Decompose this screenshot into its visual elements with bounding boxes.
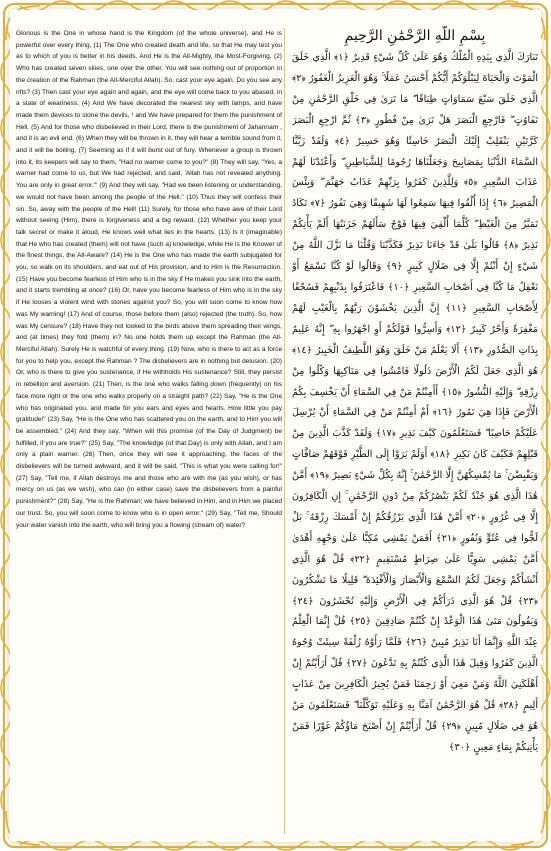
page [10,10,541,841]
arabic-text: تَبَارَكَ الَّذِي بِيَدِهِ الْمُلْكُ وَهُوَ عَلَىٰ كُلِّ شَيْءٍ قَدِيرٌ ﴿١﴾ الَّذِي خَلَقَ الْمَوْتَ وَالْحَيَاةَ لِيَبْلُوَكُمْ أَيُّكُمْ أَحْسَنُ عَمَلًا ۚ وَهُوَ الْعَزِيزُ الْغَفُورُ ﴿٢﴾ الَّذِي خَلَقَ سَبْعَ سَمَاوَاتٍ طِبَاقًا ۖ مَا تَرَىٰ فِي خَلْقِ الرَّحْمَٰنِ مِنْ تَفَاوُتٍ ۖ فَارْجِعِ الْبَصَرَ هَلْ تَرَىٰ مِنْ فُطُورٍ ﴿٣﴾ ثُمَّ ارْجِعِ الْبَصَرَ كَرَّتَيْنِ يَنْقَلِبْ إِلَيْكَ الْبَصَرُ خَاسِئًا وَهُوَ حَسِيرٌ ﴿٤﴾ وَلَقَدْ زَيَّنَّا السَّمَاءَ الدُّنْيَا بِمَصَابِيحَ وَجَعَلْنَاهَا رُجُومًا لِلشَّيَاطِينِ ۖ وَأَعْتَدْنَا لَهُمْ عَذَابَ السَّعِيرِ ﴿٥﴾ وَلِلَّذِينَ كَفَرُوا بِرَبِّهِمْ عَذَابُ جَهَنَّمَ ۖ وَبِئْسَ الْمَصِيرُ ﴿٦﴾ إِذَا أُلْقُوا فِيهَا سَمِعُوا لَهَا شَهِيقًا وَهِيَ تَفُورُ ﴿٧﴾ تَكَادُ تَمَيَّزُ مِنَ الْغَيْظِ ۖ كُلَّمَا أُلْقِيَ فِيهَا فَوْجٌ سَأَلَهُمْ خَزَنَتُهَا أَلَمْ يَأْتِكُمْ نَذِيرٌ ﴿٨﴾ قَالُوا بَلَىٰ قَدْ جَاءَنَا نَذِيرٌ فَكَذَّبْنَا وَقُلْنَا مَا نَزَّلَ اللَّهُ مِنْ شَيْءٍ إِنْ أَنْتُمْ إِلَّا فِي ضَلَالٍ كَبِيرٍ ﴿٩﴾ وَقَالُوا لَوْ كُنَّا نَسْمَعُ أَوْ نَعْقِلُ مَا كُنَّا فِي أَصْحَابِ السَّعِيرِ ﴿١٠﴾ فَاعْتَرَفُوا بِذَنْبِهِمْ فَسُحْقًا لِأَصْحَابِ السَّعِيرِ ﴿١١﴾ إِنَّ الَّذِينَ يَخْشَوْنَ رَبَّهُمْ بِالْغَيْبِ لَهُمْ مَغْفِرَةٌ وَأَجْرٌ كَبِيرٌ ﴿١٢﴾ وَأَسِرُّوا قَوْلَكُمْ أَوِ اجْهَرُوا بِهِ ۖ إِنَّهُ عَلِيمٌ بِذَاتِ الصُّدُورِ ﴿١٣﴾ أَلَا يَعْلَمُ مَنْ خَلَقَ وَهُوَ اللَّطِيفُ الْخَبِيرُ ﴿١٤﴾ هُوَ الَّذِي جَعَلَ لَكُمُ الْأَرْضَ ذَلُولًا فَامْشُوا فِي مَنَاكِبِهَا وَكُلُوا مِنْ رِزْقِهِ ۖ وَإِلَيْهِ النُّشُورُ ﴿١٥﴾ أَأَمِنْتُمْ مَنْ فِي السَّمَاءِ أَنْ يَخْسِفَ بِكُمُ الْأَرْضَ فَإِذَا هِيَ تَمُورُ ﴿١٦﴾ أَمْ أَمِنْتُمْ مَنْ فِي السَّمَاءِ أَنْ يُرْسِلَ عَلَيْكُمْ حَاصِبًا ۖ فَسَتَعْلَمُونَ كَيْفَ نَذِيرِ ﴿١٧﴾ وَلَقَدْ كَذَّبَ الَّذِينَ مِنْ قَبْلِهِمْ فَكَيْفَ كَانَ نَكِيرِ ﴿١٨﴾ أَوَلَمْ يَرَوْا إِلَى الطَّيْرِ فَوْقَهُمْ صَافَّاتٍ وَيَقْبِضْنَ ۚ مَا يُمْسِكُهُنَّ إِلَّا الرَّحْمَٰنُ ۚ إِنَّهُ بِكُلِّ شَيْءٍ بَصِيرٌ ﴿١٩﴾ أَمَّنْ هَٰذَا الَّذِي هُوَ جُنْدٌ لَكُمْ يَنْصُرُكُمْ مِنْ دُونِ الرَّحْمَٰنِ ۚ إِنِ الْكَافِرُونَ إِلَّا فِي غُرُورٍ ﴿٢٠﴾ أَمَّنْ هَٰذَا الَّذِي يَرْزُقُكُمْ إِنْ أَمْسَكَ رِزْقَهُ ۚ بَلْ لَجُّوا فِي عُتُوٍّ وَنُفُورٍ ﴿٢١﴾ أَفَمَنْ يَمْشِي مُكِبًّا عَلَىٰ وَجْهِهِ أَهْدَىٰ أَمَّنْ يَمْشِي سَوِيًّا عَلَىٰ صِرَاطٍ مُسْتَقِيمٍ ﴿٢٢﴾ قُلْ هُوَ الَّذِي أَنْشَأَكُمْ وَجَعَلَ لَكُمُ السَّمْعَ وَالْأَبْصَارَ وَالْأَفْئِدَةَ ۖ قَلِيلًا مَا تَشْكُرُونَ ﴿٢٣﴾ قُلْ هُوَ الَّذِي ذَرَأَكُمْ فِي الْأَرْضِ وَإِلَيْهِ تُحْشَرُونَ ﴿٢٤﴾ وَيَقُولُونَ مَتَىٰ هَٰذَا الْوَعْدُ إِنْ كُنْتُمْ صَادِقِينَ ﴿٢٥﴾ قُلْ إِنَّمَا الْعِلْمُ عِنْدَ اللَّهِ وَإِنَّمَا أَنَا نَذِيرٌ مُبِينٌ ﴿٢٦﴾ فَلَمَّا رَأَوْهُ زُلْفَةً سِيئَتْ وُجُوهُ الَّذِينَ كَفَرُوا وَقِيلَ هَٰذَا الَّذِي كُنْتُمْ بِهِ تَدَّعُونَ ﴿٢٧﴾ قُلْ أَرَأَيْتُمْ إِنْ أَهْلَكَنِيَ اللَّهُ وَمَنْ مَعِيَ أَوْ رَحِمَنَا فَمَنْ يُجِيرُ الْكَافِرِينَ مِنْ عَذَابٍ أَلِيمٍ ﴿٢٨﴾ قُلْ هُوَ الرَّحْمَٰنُ آمَنَّا بِهِ وَعَلَيْهِ تَوَكَّلْنَا ۖ فَسَتَعْلَمُونَ مَنْ هُوَ فِي ضَلَالٍ مُبِينٍ ﴿٢٩﴾ قُلْ أَرَأَيْتُمْ إِنْ أَصْبَحَ مَاؤُكُمْ غَوْرًا فَمَنْ يَأْتِيكُمْ بِمَاءٍ مَعِينٍ ﴿٣٠﴾ [292,52,538,753]
arabic-column [292,26,538,838]
translation-column [16,28,282,836]
translation-text: Glorious is the One in whose hand is the Kingdom (of the whole universe), and He is powerful over every thing, (1) The One who created death and life, so that He may test you as to which of you is better in his deeds. And He is the All-Mighty, the Most-Forgiving, (2) Who has created seven skies, one over the other. You will see nothing out of proportion in the creation of the Rahman (the All-Merciful Allah). So, cast your eye again. Do you see any rifts? (3) Then cast your eye again and again, and the eye will come back to you abased, in a state of weariness. (4) And We have decorated the nearest sky with lamps, and have made them devices to stone the devils, ¹ and We have prepared for them the punishment of Hell. (5) And for those who disbelieved in their Lord, there is the punishment of Jahannam , and it is an evil end. (6) When they will be thrown in it, they will hear a terrible sound from it, and it will be boiling, (7) Seeming as if it will burst out of fury. Whenever a group is thrown into it, its keepers will say to them, "Had no warner come to you?" (8) They will say, "Yes, a warner had come to us, but We had rejected, and said, 'Allah has not revealed anything. You are only in great error.'" (9) And they will say, "Had we been listening or understanding, we would not have been among the people of the Hell." (10) Thus they will confess their sin. So, away with the people of the Hell! (11) Surely, for those who have awe of their Lord without seeing (Him), there is forgiveness and a big reward. (12) Whether you keep your talk secret or make it aloud, He knows well what lies in the hearts. (13) Is it (imaginable) that He who has created (them) will not have (such a) knowledge, while He is the Knower of the finest things, the All-Aware? (14) He is the One who has made the earth subjugated for you, so walk on its shoulders, and eat out of His provision, and to Him is the Resurrection. (15) Have you become fearless of Him who is in the sky if He makes you sink into the earth, and it starts trembling at once? (16) Or, have you become fearless of Him who is in the sky if He looses a violent wind with stones against you? So, you will soon come to know how was My warning! (17) And of course, those before them (also) rejected (the truth). So, how was My censure? (18) Have they not looked to the birds above them spreading their wings, and (at times) they fold (them) in? No one holds them up except the Rahman (the All-Merciful Allah). Surely He is watchful of every thing. (19) Now, who is there to act as a force for you to help you, except the Rahman ? The disbelievers are in nothing but delusion. (20) Or, who is there to give you sustenance, if He withholds His sustenance? Still, they persist in rebellion and aversion. (21) Then, is the one who walks falling down (frequently) on his face more right or the one who walks properly on a straight path? (22) Say, "He is the One who has originated you, and made for you ears and eyes and hearts. How little you pay gratitude!" (23) Say, "He is the One who has scattered you on the earth, and to Him you will be assembled." (24) And they say, "When will this promise (of the Day of Judgment) be fulfilled, if you are true?" (25) Say, "The knowledge (of that Day) is only with Allah, and I am only a plain warner. (26) Then, once they will see it approaching, the faces of the disbelievers will be turned awkward, and it will be said, "This is what you were calling for!" (27) Say, "Tell me, if Allah destroys me and those who are with me (as you wish), or has mercy on us (as we wish), who can (in either case) save the disbelievers from a painful punishment?" (28) Say, "He is the Rahman; we have believed in Him, and in Him we placed our trust. So, you will soon come to know who is in open error." (29) Say, "Tell me, Should your water vanish into the earth, who will bring you a flowing (stream of) water? [16,30,282,529]
bismillah: بِسْمِ اللَّهِ الرَّحْمَٰنِ الرَّحِيمِ [344,28,486,44]
column-divider [284,28,285,834]
